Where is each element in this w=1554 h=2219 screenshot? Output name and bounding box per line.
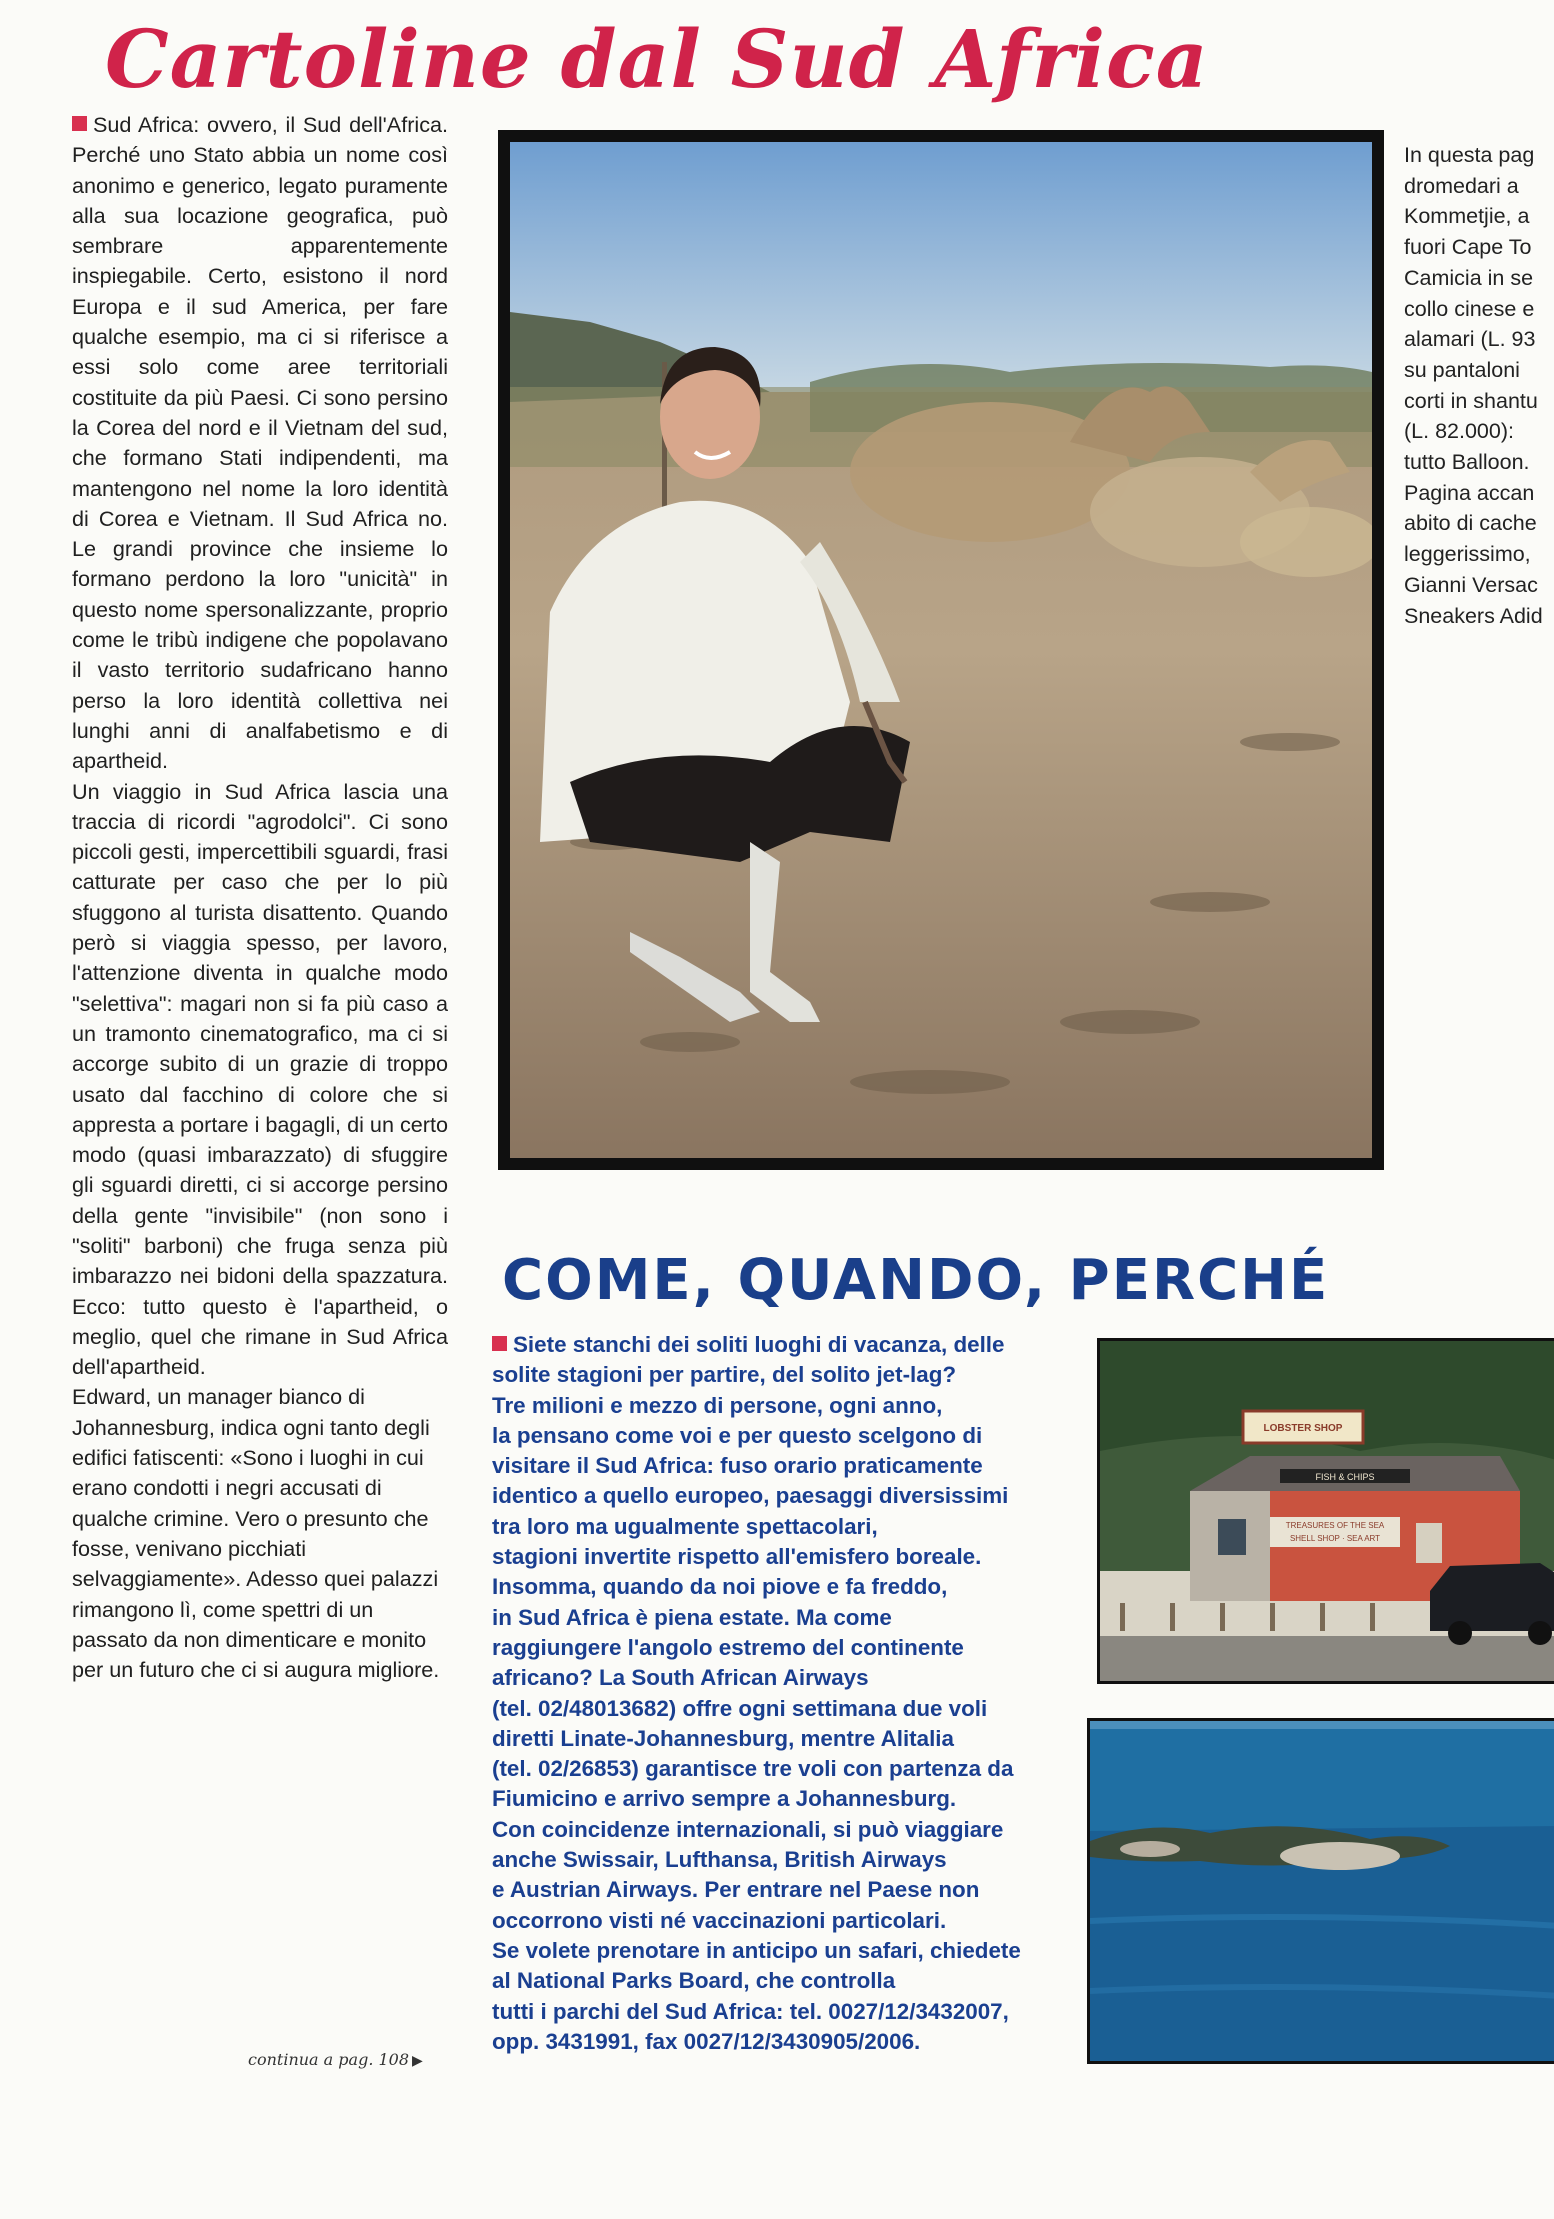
caption-line: fuori Cape To <box>1404 235 1532 260</box>
page-title: Cartoline dal Sud Africa <box>105 12 1209 106</box>
continue-note <box>248 2050 423 2069</box>
info-line: Tre milioni e mezzo di persone, ogni anno, <box>492 1392 943 1418</box>
shop-sign-main: LOBSTER SHOP <box>1263 1423 1343 1434</box>
shop-sign-treasures: TREASURES OF THE SEA <box>1285 1521 1385 1530</box>
info-line: tutti i parchi del Sud Africa: tel. 0027/12/3432007, <box>492 1998 1009 2024</box>
caption-line: Sneakers Adid <box>1404 603 1543 628</box>
section-heading: COME, QUANDO, PERCHÉ <box>502 1248 1330 1313</box>
info-line <box>492 1330 1052 1360</box>
caption-line: In questa pag <box>1404 143 1535 167</box>
shop-sign-shell: SHELL SHOP · SEA ART <box>1289 1534 1381 1543</box>
info-line-text: Siete stanchi dei soliti luoghi di vacanza, delle <box>513 1332 1005 1357</box>
info-line: Con coincidenze internazionali, si può viaggiare <box>492 1816 1004 1842</box>
caption-line: collo cinese e <box>1404 296 1535 321</box>
caption-line: Pagina accan <box>1404 480 1535 505</box>
info-line: identico a quello europeo, paesaggi diversissimi <box>492 1483 1009 1509</box>
info-box-text <box>492 1330 1052 2057</box>
lobster-shop-photo <box>1097 1338 1554 1684</box>
article-paragraph-3: Edward, un manager bianco di Johannesburg, indica ogni tanto degli edifici fatiscenti: «Sono i luoghi in cui erano condotti i negri accusati di qualche crimine. Vero o presunto che fosse, venivano picchiati selvaggiamente». Adesso quei palazzi rimangono lì, come spettri di un passato da non dimenticare e monito per un futuro che ci si augura migliore. <box>72 1384 440 1683</box>
bullet-square-icon <box>492 1336 507 1351</box>
article-paragraph-1 <box>72 110 448 777</box>
caption-line: Gianni Versac <box>1404 572 1538 597</box>
info-line: diretti Linate-Johannesburg, mentre Alitalia <box>492 1725 954 1751</box>
bullet-square-icon <box>72 116 87 131</box>
info-line: tra loro ma ugualmente spettacolari, <box>492 1513 878 1539</box>
caption-line: alamari (L. 93 <box>1404 327 1536 352</box>
article-paragraph-2: Un viaggio in Sud Africa lascia una traccia di ricordi "agrodolci". Ci sono piccoli gesti, impercettibili sguardi, frasi catturate per caso che per lo più sfuggono al turista disattento. Quando però si viaggia spesso, per lavoro, l'attenzione diventa in qualche modo "selettiva": magari non si fa più caso a un tramonto cinematografico, ma ci si accorge subito di un grazie di troppo usato dal facchino di colore che si appresta a portare i bagagli, di un certo modo (quasi imbarazzato) di sfuggire gli sguardi diretti, ci si accorge persino della gente "invisibile" (non sono i "soliti" barboni) che fruga senza più imbarazzo nei bidoni della spazzatura. Ecco: tutto questo è l'apartheid, o meglio, quel che rimane in Sud Africa dell'apartheid. <box>72 778 448 1380</box>
caption-line: abito di cache <box>1404 511 1537 536</box>
info-line: occorrono visti né vaccinazioni particolari. <box>492 1907 947 1933</box>
info-line: Se volete prenotare in anticipo un safari, chiedete <box>492 1937 1021 1963</box>
info-line: e Austrian Airways. Per entrare nel Paese non <box>492 1877 980 1903</box>
info-line: anche Swissair, Lufthansa, British Airways <box>492 1847 947 1873</box>
coastline-sea-photo <box>1087 1718 1554 2064</box>
info-line: opp. 3431991, fax 0027/12/3430905/2006. <box>492 2028 921 2054</box>
caption-line: Kommetjie, a <box>1404 204 1530 229</box>
info-line: Fiumicino e arrivo sempre a Johannesburg. <box>492 1786 957 1812</box>
info-line: visitare il Sud Africa: fuso orario praticamente <box>492 1453 983 1479</box>
continue-arrow-icon: ▶ <box>412 2053 423 2069</box>
lobster-shop-illustration <box>1100 1341 1554 1681</box>
info-line: al National Parks Board, che controlla <box>492 1968 896 1994</box>
info-line: africano? La South African Airways <box>492 1665 869 1691</box>
article-body <box>72 110 448 1685</box>
caption-line: dromedari a <box>1404 173 1519 198</box>
caption-line: (L. 82.000): <box>1404 419 1514 444</box>
info-line: solite stagioni per partire, del solito jet-lag? <box>492 1362 957 1388</box>
main-photo-illustration <box>510 142 1372 1158</box>
caption-line: Camicia in se <box>1404 265 1534 290</box>
info-line: stagioni invertite rispetto all'emisfero boreale. <box>492 1544 982 1570</box>
info-line: (tel. 02/26853) garantisce tre voli con partenza da <box>492 1756 1014 1782</box>
caption-line: su pantaloni <box>1404 357 1520 382</box>
shop-sign-fish-chips: FISH & CHIPS <box>1315 1472 1375 1482</box>
info-line: in Sud Africa è piena estate. Ma come <box>492 1604 892 1630</box>
info-line: raggiungere l'angolo estremo del continente <box>492 1634 964 1660</box>
info-line: Insomma, quando da noi piove e fa freddo, <box>492 1574 948 1600</box>
coastline-sea-illustration <box>1090 1721 1554 2061</box>
info-line: la pensano come voi e per questo scelgono di <box>492 1422 983 1448</box>
caption-line: tutto Balloon. <box>1404 450 1530 475</box>
caption-line: leggerissimo, <box>1404 542 1531 567</box>
continue-text: continua a pag. 108 <box>248 2050 410 2069</box>
info-line: (tel. 02/48013682) offre ogni settimana due voli <box>492 1695 988 1721</box>
article-paragraph-1-text: Sud Africa: ovvero, il Sud dell'Africa. Perché uno Stato abbia un nome così anonimo e generico, legato puramente alla sua locazione geografica, può sembrare apparentemente inspiegabile. Certo, esistono il nord Europa e il sud America, per fare qualche esempio, ma ci si riferisce a essi solo come aree territoriali costituite da più Paesi. Ci sono persino la Corea del nord e il Vietnam del sud, che formano Stati indipendenti, ma mantengono nel nome la loro identità di Corea e Vietnam. Il Sud Africa no. Le grandi province che insieme lo formano perdono la loro "unicità" in questo nome spersonalizzante, proprio come le tribù indigene che popolavano il vasto territorio sudafricano hanno perso la loro identità collettiva nei lunghi anni di analfabetismo e di apartheid. <box>72 112 448 774</box>
main-photo-woman-with-camels <box>498 130 1384 1170</box>
caption-line: corti in shantu <box>1404 388 1538 413</box>
photo-caption <box>1404 140 1554 631</box>
